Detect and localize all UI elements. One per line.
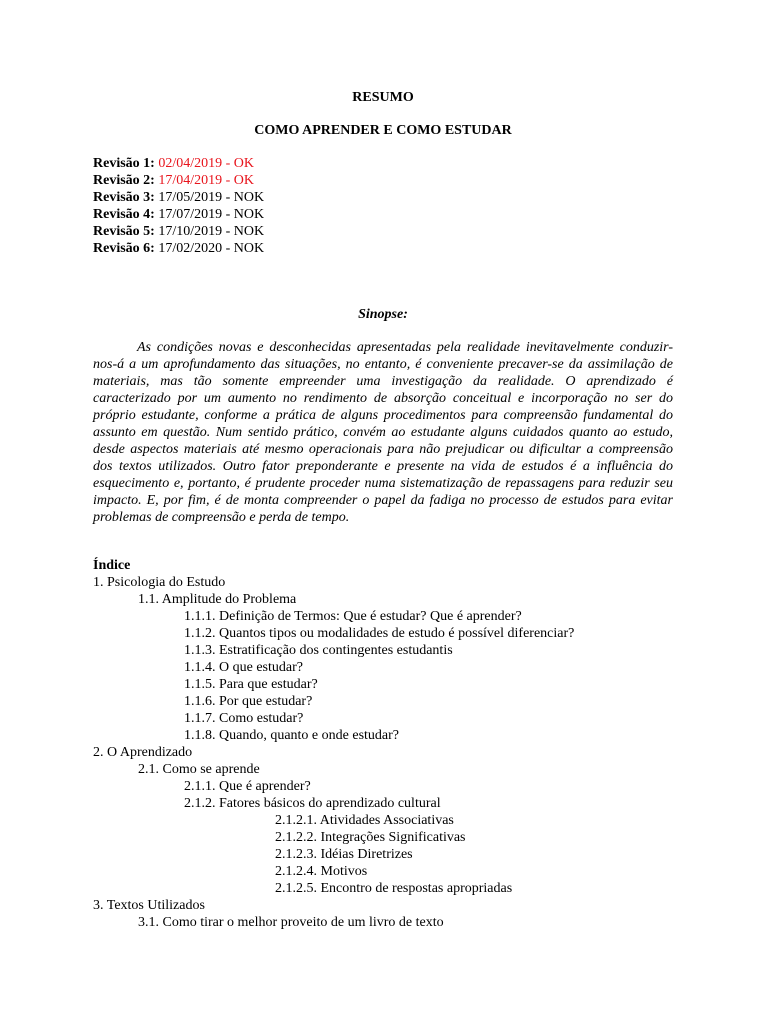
revision-item xyxy=(93,206,264,223)
index-entry: 1.1.5. Para que estudar? xyxy=(184,677,318,692)
revision-value: 17/05/2019 - NOK xyxy=(158,190,265,205)
index-entry: 2.1.2. Fatores básicos do aprendizado cultural xyxy=(184,796,441,811)
index-entry: 2.1.2.3. Idéias Diretrizes xyxy=(275,847,413,862)
index-entry: 1.1.7. Como estudar? xyxy=(184,711,304,726)
index-entry: 2.1.1. Que é aprender? xyxy=(184,779,311,794)
revision-label: Revisão 6: xyxy=(93,241,155,256)
index-entry: 2.1.2.2. Integrações Significativas xyxy=(275,830,466,845)
revision-label: Revisão 2: xyxy=(93,173,155,188)
synopsis-paragraph: As condições novas e desconhecidas apresentadas pela realidade inevitavelmente conduzir-nos-á a um aprofundamento das situações, no entanto, é conveniente precaver-se da assimilação de materiais, mas tão somente empreender uma investigação da realidade. O aprendizado é caracterizado por um aumento no rendimento de absorção conceitual e incorporação no ser do próprio estudante, conforme a prática de alguns procedimentos para compreensão fundamental do assunto em questão. Num sentido prático, convém ao estudante alguns cuidados quanto ao estudo, desde aspectos materiais até mesmo operacionais para não prejudicar ou dificultar a compreensão dos textos utilizados. Outro fator preponderante e presente na vida de estudos é a influência do esquecimento e, portanto, é prudente proceder numa sistematização de repassagens para reduzir seu impacto. E, por fim, é de monta compreender o papel da fadiga no processo de estudos para evitar problemas de compreensão e perda de tempo. xyxy=(93,340,673,525)
revision-label: Revisão 4: xyxy=(93,207,155,222)
index-entry: 1.1.4. O que estudar? xyxy=(184,660,303,675)
index-list xyxy=(93,574,673,931)
revision-item xyxy=(93,155,264,172)
index-entry: 1. Psicologia do Estudo xyxy=(93,575,226,590)
index-entry: 2.1.2.5. Encontro de respostas apropriadas xyxy=(275,881,513,896)
index-entry: 3. Textos Utilizados xyxy=(93,898,205,913)
table-of-contents xyxy=(93,557,673,931)
index-entry: 2.1.2.4. Motivos xyxy=(275,864,368,879)
revision-value: 17/02/2020 - NOK xyxy=(158,241,265,256)
revision-item xyxy=(93,189,264,206)
revision-item xyxy=(93,240,264,257)
revision-value: 17/10/2019 - NOK xyxy=(158,224,265,239)
index-entry: 2.1. Como se aprende xyxy=(138,762,260,777)
document-title: RESUMO xyxy=(352,90,414,105)
document-subtitle: COMO APRENDER E COMO ESTUDAR xyxy=(254,123,512,138)
index-entry: 3.1. Como tirar o melhor proveito de um livro de texto xyxy=(138,915,444,930)
index-entry: 1.1.2. Quantos tipos ou modalidades de estudo é possível diferenciar? xyxy=(184,626,575,641)
index-entry: 1.1.3. Estratificação dos contingentes estudantis xyxy=(184,643,453,658)
revision-item xyxy=(93,223,264,240)
index-entry: 1.1.6. Por que estudar? xyxy=(184,694,313,709)
index-entry: 1.1. Amplitude do Problema xyxy=(138,592,297,607)
index-heading: Índice xyxy=(93,558,131,573)
revision-value: 17/07/2019 - NOK xyxy=(158,207,265,222)
revision-label: Revisão 1: xyxy=(93,156,155,171)
synopsis-heading: Sinopse: xyxy=(358,307,408,322)
index-entry: 2.1.2.1. Atividades Associativas xyxy=(275,813,454,828)
revision-item xyxy=(93,172,264,189)
revision-list xyxy=(93,155,264,257)
revision-label: Revisão 5: xyxy=(93,224,155,239)
index-entry: 2. O Aprendizado xyxy=(93,745,193,760)
revision-label: Revisão 3: xyxy=(93,190,155,205)
index-entry: 1.1.1. Definição de Termos: Que é estudar? Que é aprender? xyxy=(184,609,522,624)
index-entry: 1.1.8. Quando, quanto e onde estudar? xyxy=(184,728,399,743)
revision-value: 02/04/2019 - OK xyxy=(158,156,254,171)
revision-value: 17/04/2019 - OK xyxy=(158,173,254,188)
